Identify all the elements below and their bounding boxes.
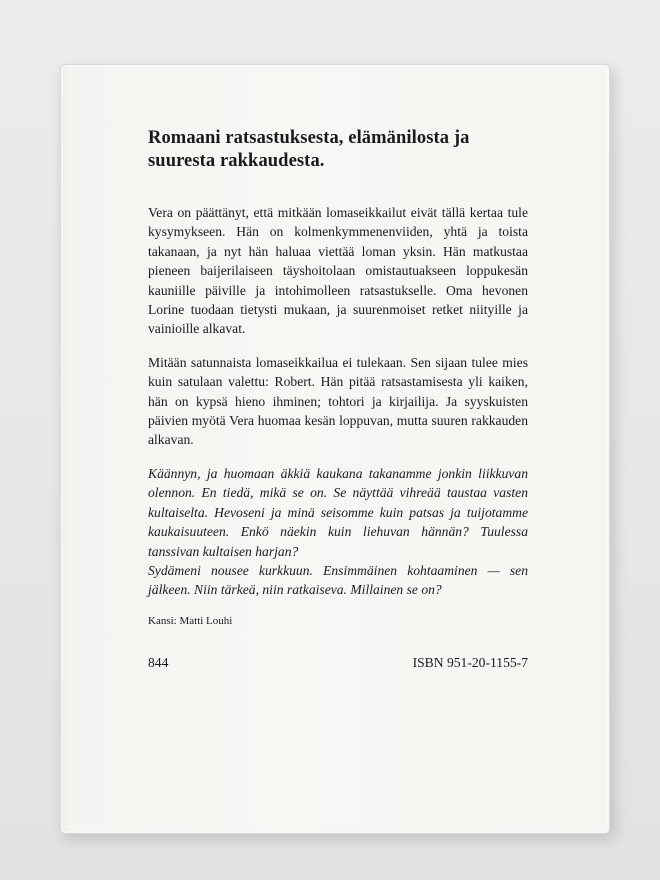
book-excerpt [148, 464, 528, 600]
isbn: ISBN 951-20-1155-7 [412, 654, 528, 670]
synopsis-paragraph-2: Mitään satunnaista lomaseikkailua ei tulekaan. Sen sijaan tulee mies kuin satulaan valettu: Robert. Hän pitää ratsastamisesta yli kaiken, hän on kypsä hieno ihminen; tohtori ja kirjailija. Ja syyskuisten päivien myötä Vera huomaa kesän loppuvan, mutta suuren rakkauden alkavan. [148, 354, 528, 448]
excerpt-part-2: Sydämeni nousee kurkkuun. Ensimmäinen kohtaaminen — sen jälkeen. Niin tärkeä, niin ratkaiseva. Millainen se on? [148, 562, 528, 598]
synopsis-paragraph-1: Vera on päättänyt, että mitkään lomaseikkailut eivät tällä kertaa tule kysymykseen. Hän on kolmenkymmenenviiden, yhtä ja toista takanaan, ja nyt hän haluaa viettää loman yksin. Hän matkustaa pieneen baijerilaiseen täyshoitolaan omistautuakseen loppukesän kauniille päiville ja intohimolleen ratsastukselle. Oma hevonen Lorine tuodaan tietysti mukaan, ja suurenmoiset retket niityille ja vainioille alkavat. [148, 205, 528, 337]
book-back-cover [60, 64, 610, 834]
cover-headline: Romaani ratsastuksesta, elämänilosta ja suuresta rakkaudesta. [148, 128, 470, 171]
catalog-number: 844 [148, 654, 169, 670]
excerpt-part-1: Käännyn, ja huomaan äkkiä kaukana takanamme jonkin liikkuvan olennon. En tiedä, mikä se on. Se näyttää vihreää taustaa vasten kultaiselta. Hevoseni ja minä seisomme kuin patsas ja tuijotamme kaukaisuuteen. Enkö näekin kuin liehuvan hännän? Tuulessa tanssivan kultaisen harjan? [148, 465, 528, 559]
back-cover-text [148, 127, 528, 672]
footer-row [148, 654, 528, 672]
cover-artist-credit: Kansi: Matti Louhi [148, 614, 233, 627]
